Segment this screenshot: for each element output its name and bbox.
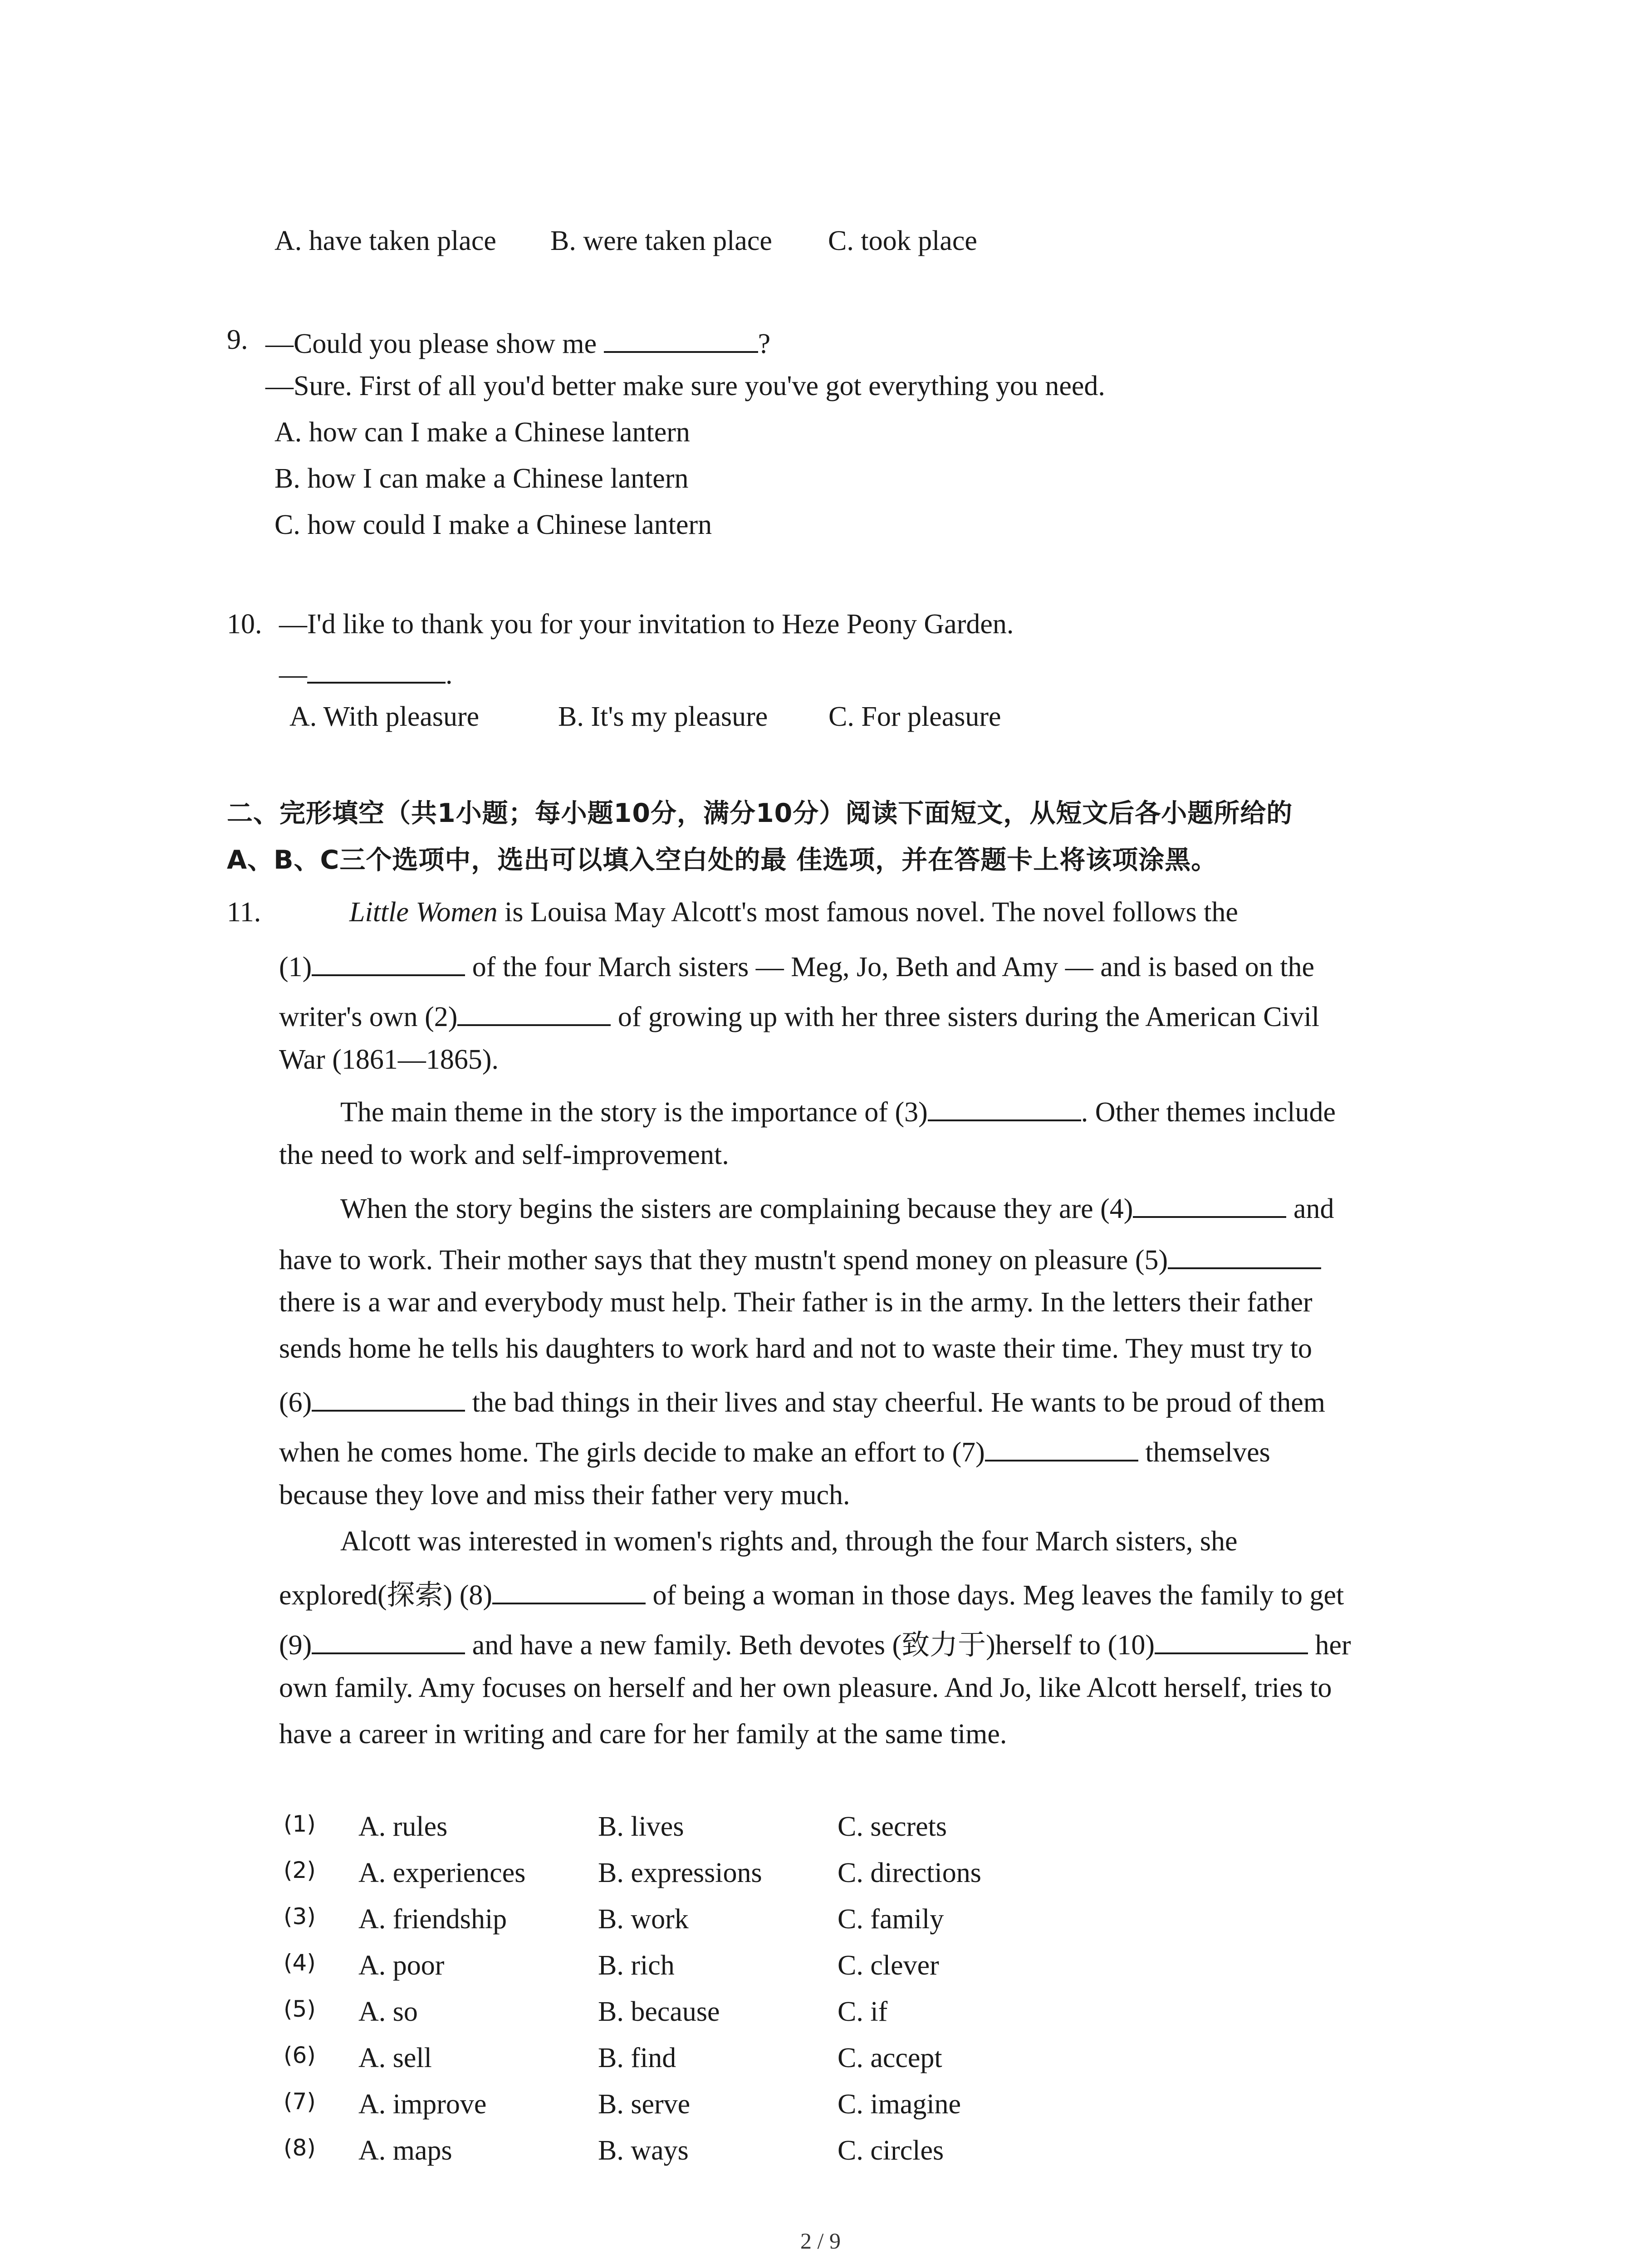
q11-line-16-c: her [1308, 1630, 1351, 1661]
option-row-4-b: B. rich [598, 1950, 675, 1981]
q11-line-2 [279, 949, 1314, 981]
option-row-5-number: (5) [284, 1996, 316, 2022]
option-row-2-a: A. experiences [358, 1857, 526, 1888]
q11-line-11-a: (6) [279, 1387, 312, 1418]
q9-option-c: C. how could I make a Chinese lantern [274, 509, 712, 540]
option-row-4-a: A. poor [358, 1950, 445, 1981]
q11-line-7 [340, 1191, 1334, 1223]
option-row-1-number: (1) [284, 1811, 316, 1837]
q11-line-4: War (1861—1865). [279, 1044, 499, 1075]
option-row-1-b: B. lives [598, 1811, 684, 1842]
option-row-5-c: C. if [838, 1996, 888, 2027]
q11-line-7-a: When the story begins the sisters are complaining because they are (4) [340, 1193, 1133, 1224]
q10-blank [307, 656, 446, 684]
q11-line-7-b: and [1286, 1193, 1334, 1224]
q11-blank-7 [985, 1434, 1138, 1461]
option-row-2-c: C. directions [838, 1857, 981, 1888]
q11-blank-10 [1155, 1627, 1308, 1654]
q11-line-17: own family. Amy focuses on herself and her own pleasure. And Jo, like Alcott herself, tries to [279, 1672, 1332, 1703]
q9-reply: —Sure. First of all you'd better make sure you've got everything you need. [265, 371, 1105, 401]
option-row-2-b: B. expressions [598, 1857, 762, 1888]
q10-option-a: A. With pleasure [289, 701, 480, 732]
q11-line-15-a: explored(探索) (8) [279, 1580, 492, 1611]
q11-blank-9 [312, 1627, 465, 1654]
option-row-3-number: (3) [284, 1903, 316, 1930]
q11-line-3 [279, 999, 1319, 1031]
q11-line-12-a: when he comes home. The girls decide to make an effort to (7) [279, 1437, 985, 1468]
q10-reply-end: . [446, 659, 453, 690]
q10-reply-dash: — [279, 659, 307, 690]
option-row-5-a: A. so [358, 1996, 418, 2027]
q11-line-14: Alcott was interested in women's rights and, through the four March sisters, she [340, 1526, 1238, 1557]
q11-line-1 [349, 898, 1238, 926]
q11-line-10: sends home he tells his daughters to work hard and not to waste their time. They must try to [279, 1333, 1312, 1364]
option-row-1-a: A. rules [358, 1811, 448, 1842]
q11-line-11-b: the bad things in their lives and stay cheerful. He wants to be proud of them [465, 1387, 1325, 1418]
q11-line-5-b: . Other themes include [1081, 1097, 1336, 1128]
q10-stem: —I'd like to thank you for your invitation to Heze Peony Garden. [279, 609, 1014, 640]
q11-line-8-a: have to work. Their mother says that they mustn't spend money on pleasure (5) [279, 1245, 1168, 1276]
q11-blank-2 [457, 999, 611, 1026]
q11-line-3-b: of growing up with her three sisters during the American Civil [611, 1002, 1320, 1032]
q11-line-15-b: of being a woman in those days. Meg leaves the family to get [646, 1580, 1344, 1611]
q11-blank-1 [312, 949, 465, 976]
q11-blank-4 [1133, 1191, 1286, 1218]
q10-option-c: C. For pleasure [828, 701, 1001, 732]
q8-option-a: A. have taken place [274, 225, 496, 256]
q9-option-a: A. how can I make a Chinese lantern [274, 417, 690, 448]
q9-stem [265, 326, 770, 358]
q11-line-12-b: themselves [1138, 1437, 1270, 1468]
option-row-3-b: B. work [598, 1904, 689, 1935]
q11-line-16 [279, 1627, 1351, 1659]
option-row-3-c: C. family [838, 1904, 944, 1935]
q9-stem-before: —Could you please show me [265, 328, 604, 359]
q11-line-6: the need to work and self-improvement. [279, 1139, 729, 1170]
q11-line-12 [279, 1434, 1270, 1466]
q9-stem-after: ? [758, 328, 771, 359]
q8-option-b: B. were taken place [550, 225, 772, 256]
q10-reply [279, 656, 453, 689]
option-row-8-c: C. circles [838, 2135, 944, 2166]
q11-line-9: there is a war and everybody must help. Their father is in the army. In the letters their father [279, 1287, 1313, 1318]
q9-option-b: B. how I can make a Chinese lantern [274, 463, 689, 494]
q9-number: 9. [227, 324, 248, 355]
q11-blank-8 [492, 1577, 646, 1604]
q11-line-16-a: (9) [279, 1630, 312, 1661]
q11-blank-5 [1168, 1242, 1321, 1269]
q11-blank-3 [928, 1094, 1081, 1121]
q11-line-5-a: The main theme in the story is the importance of (3) [340, 1097, 928, 1128]
option-row-7-b: B. serve [598, 2089, 691, 2120]
option-row-7-a: A. improve [358, 2089, 487, 2120]
option-row-4-number: (4) [284, 1950, 316, 1976]
option-row-7-c: C. imagine [838, 2089, 961, 2120]
option-row-8-a: A. maps [358, 2135, 452, 2166]
q8-option-c: C. took place [828, 225, 977, 256]
option-row-6-c: C. accept [838, 2043, 942, 2073]
option-row-6-b: B. find [598, 2043, 676, 2073]
q11-line-16-b: and have a new family. Beth devotes (致力于)herself to (10) [465, 1630, 1155, 1661]
q9-blank [604, 326, 758, 353]
option-row-7-number: (7) [284, 2088, 316, 2115]
q11-line-2-a: (1) [279, 952, 312, 982]
option-row-8-number: (8) [284, 2135, 316, 2161]
option-row-3-a: A. friendship [358, 1904, 507, 1935]
q10-number: 10. [227, 609, 262, 640]
q11-blank-6 [312, 1384, 465, 1412]
q11-line-8 [279, 1242, 1321, 1274]
section2-heading-line2: A、B、C三个选项中，选出可以填入空白处的最 佳选项，并在答题卡上将该项涂黑。 [227, 845, 1218, 875]
section2-heading-line1: 二、完形填空（共1小题；每小题10分，满分10分）阅读下面短文，从短文后各小题所给的 [227, 798, 1293, 828]
q11-number: 11. [227, 897, 261, 928]
q11-line-18: have a career in writing and care for her family at the same time. [279, 1719, 1007, 1750]
option-row-5-b: B. because [598, 1996, 720, 2027]
q11-line-2-b: of the four March sisters — Meg, Jo, Beth and Amy — and is based on the [465, 952, 1315, 982]
option-row-2-number: (2) [284, 1857, 316, 1883]
q11-line-3-a: writer's own (2) [279, 1002, 458, 1032]
option-row-4-c: C. clever [838, 1950, 939, 1981]
q11-line-13: because they love and miss their father very much. [279, 1480, 850, 1510]
option-row-6-a: A. sell [358, 2043, 432, 2073]
q10-option-b: B. It's my pleasure [558, 701, 768, 732]
option-row-1-c: C. secrets [838, 1811, 947, 1842]
q11-book-title: Little Women [349, 897, 498, 928]
q11-line-5 [340, 1094, 1336, 1126]
q11-line-15 [279, 1577, 1344, 1609]
option-row-8-b: B. ways [598, 2135, 689, 2166]
q11-line-1-text: is Louisa May Alcott's most famous novel. The novel follows the [497, 897, 1238, 928]
q11-line-11 [279, 1384, 1325, 1417]
page-number: 2 / 9 [800, 2228, 841, 2253]
option-row-6-number: (6) [284, 2042, 316, 2068]
